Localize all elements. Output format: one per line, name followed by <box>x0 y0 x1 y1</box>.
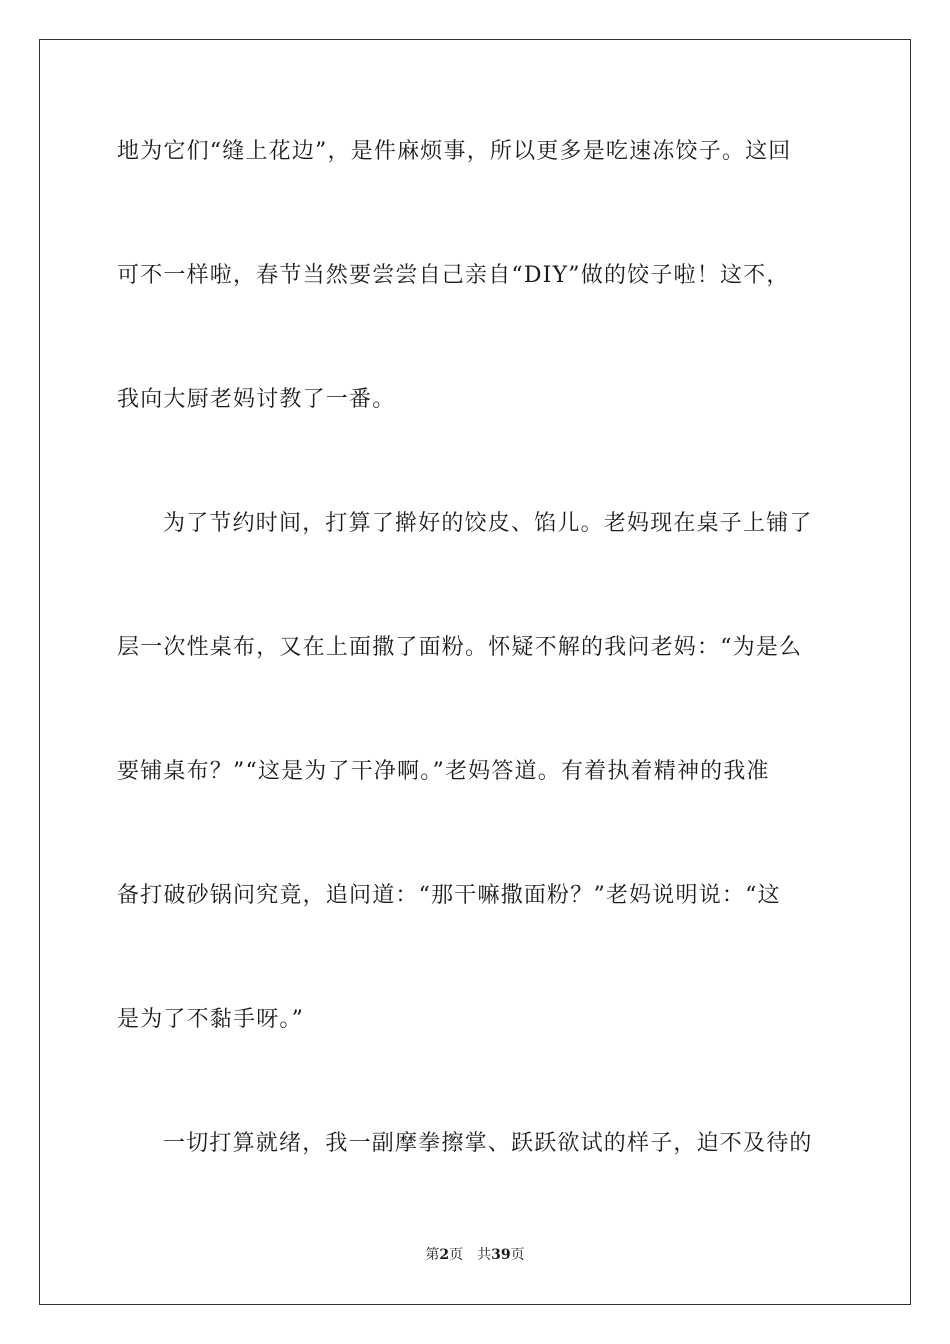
paragraph-start-line-9: 一切打算就绪，我一副摩拳擦掌、跃跃欲试的样子，迫不及待的 <box>163 1131 813 1156</box>
total-prefix: 共 <box>477 1247 492 1263</box>
text-line-7: 备打破砂锅问究竟，追问道：“那干嘛撒面粉？”老妈说明说：“这 <box>117 883 781 908</box>
text-line-8: 是为了不黏手呀。” <box>117 1007 305 1032</box>
page-suffix: 页 <box>449 1247 464 1263</box>
total-suffix: 页 <box>510 1247 525 1263</box>
text-line-1: 地为它们“缝上花边”，是件麻烦事，所以更多是吃速冻饺子。这回 <box>117 139 792 164</box>
total-pages: 39 <box>491 1247 511 1263</box>
page-border <box>39 39 911 1305</box>
text-line-6: 要铺桌布？”“这是为了干净啊。”老妈答道。有着执着精神的我准 <box>117 759 770 784</box>
text-line-5: 层一次性桌布，又在上面撒了面粉。怀疑不解的我问老妈：“为是么 <box>117 635 803 660</box>
text-line-2: 可不一样啦，春节当然要尝尝自己亲自“DIY”做的饺子啦！这不， <box>117 263 790 288</box>
paragraph-start-line-4: 为了节约时间，打算了擀好的饺皮、馅儿。老妈现在桌子上铺了 <box>163 511 813 536</box>
page-prefix: 第 <box>425 1247 440 1263</box>
page-footer <box>0 1244 950 1264</box>
text-line-3: 我向大厨老妈讨教了一番。 <box>117 387 396 412</box>
page-number: 2 <box>439 1247 450 1263</box>
